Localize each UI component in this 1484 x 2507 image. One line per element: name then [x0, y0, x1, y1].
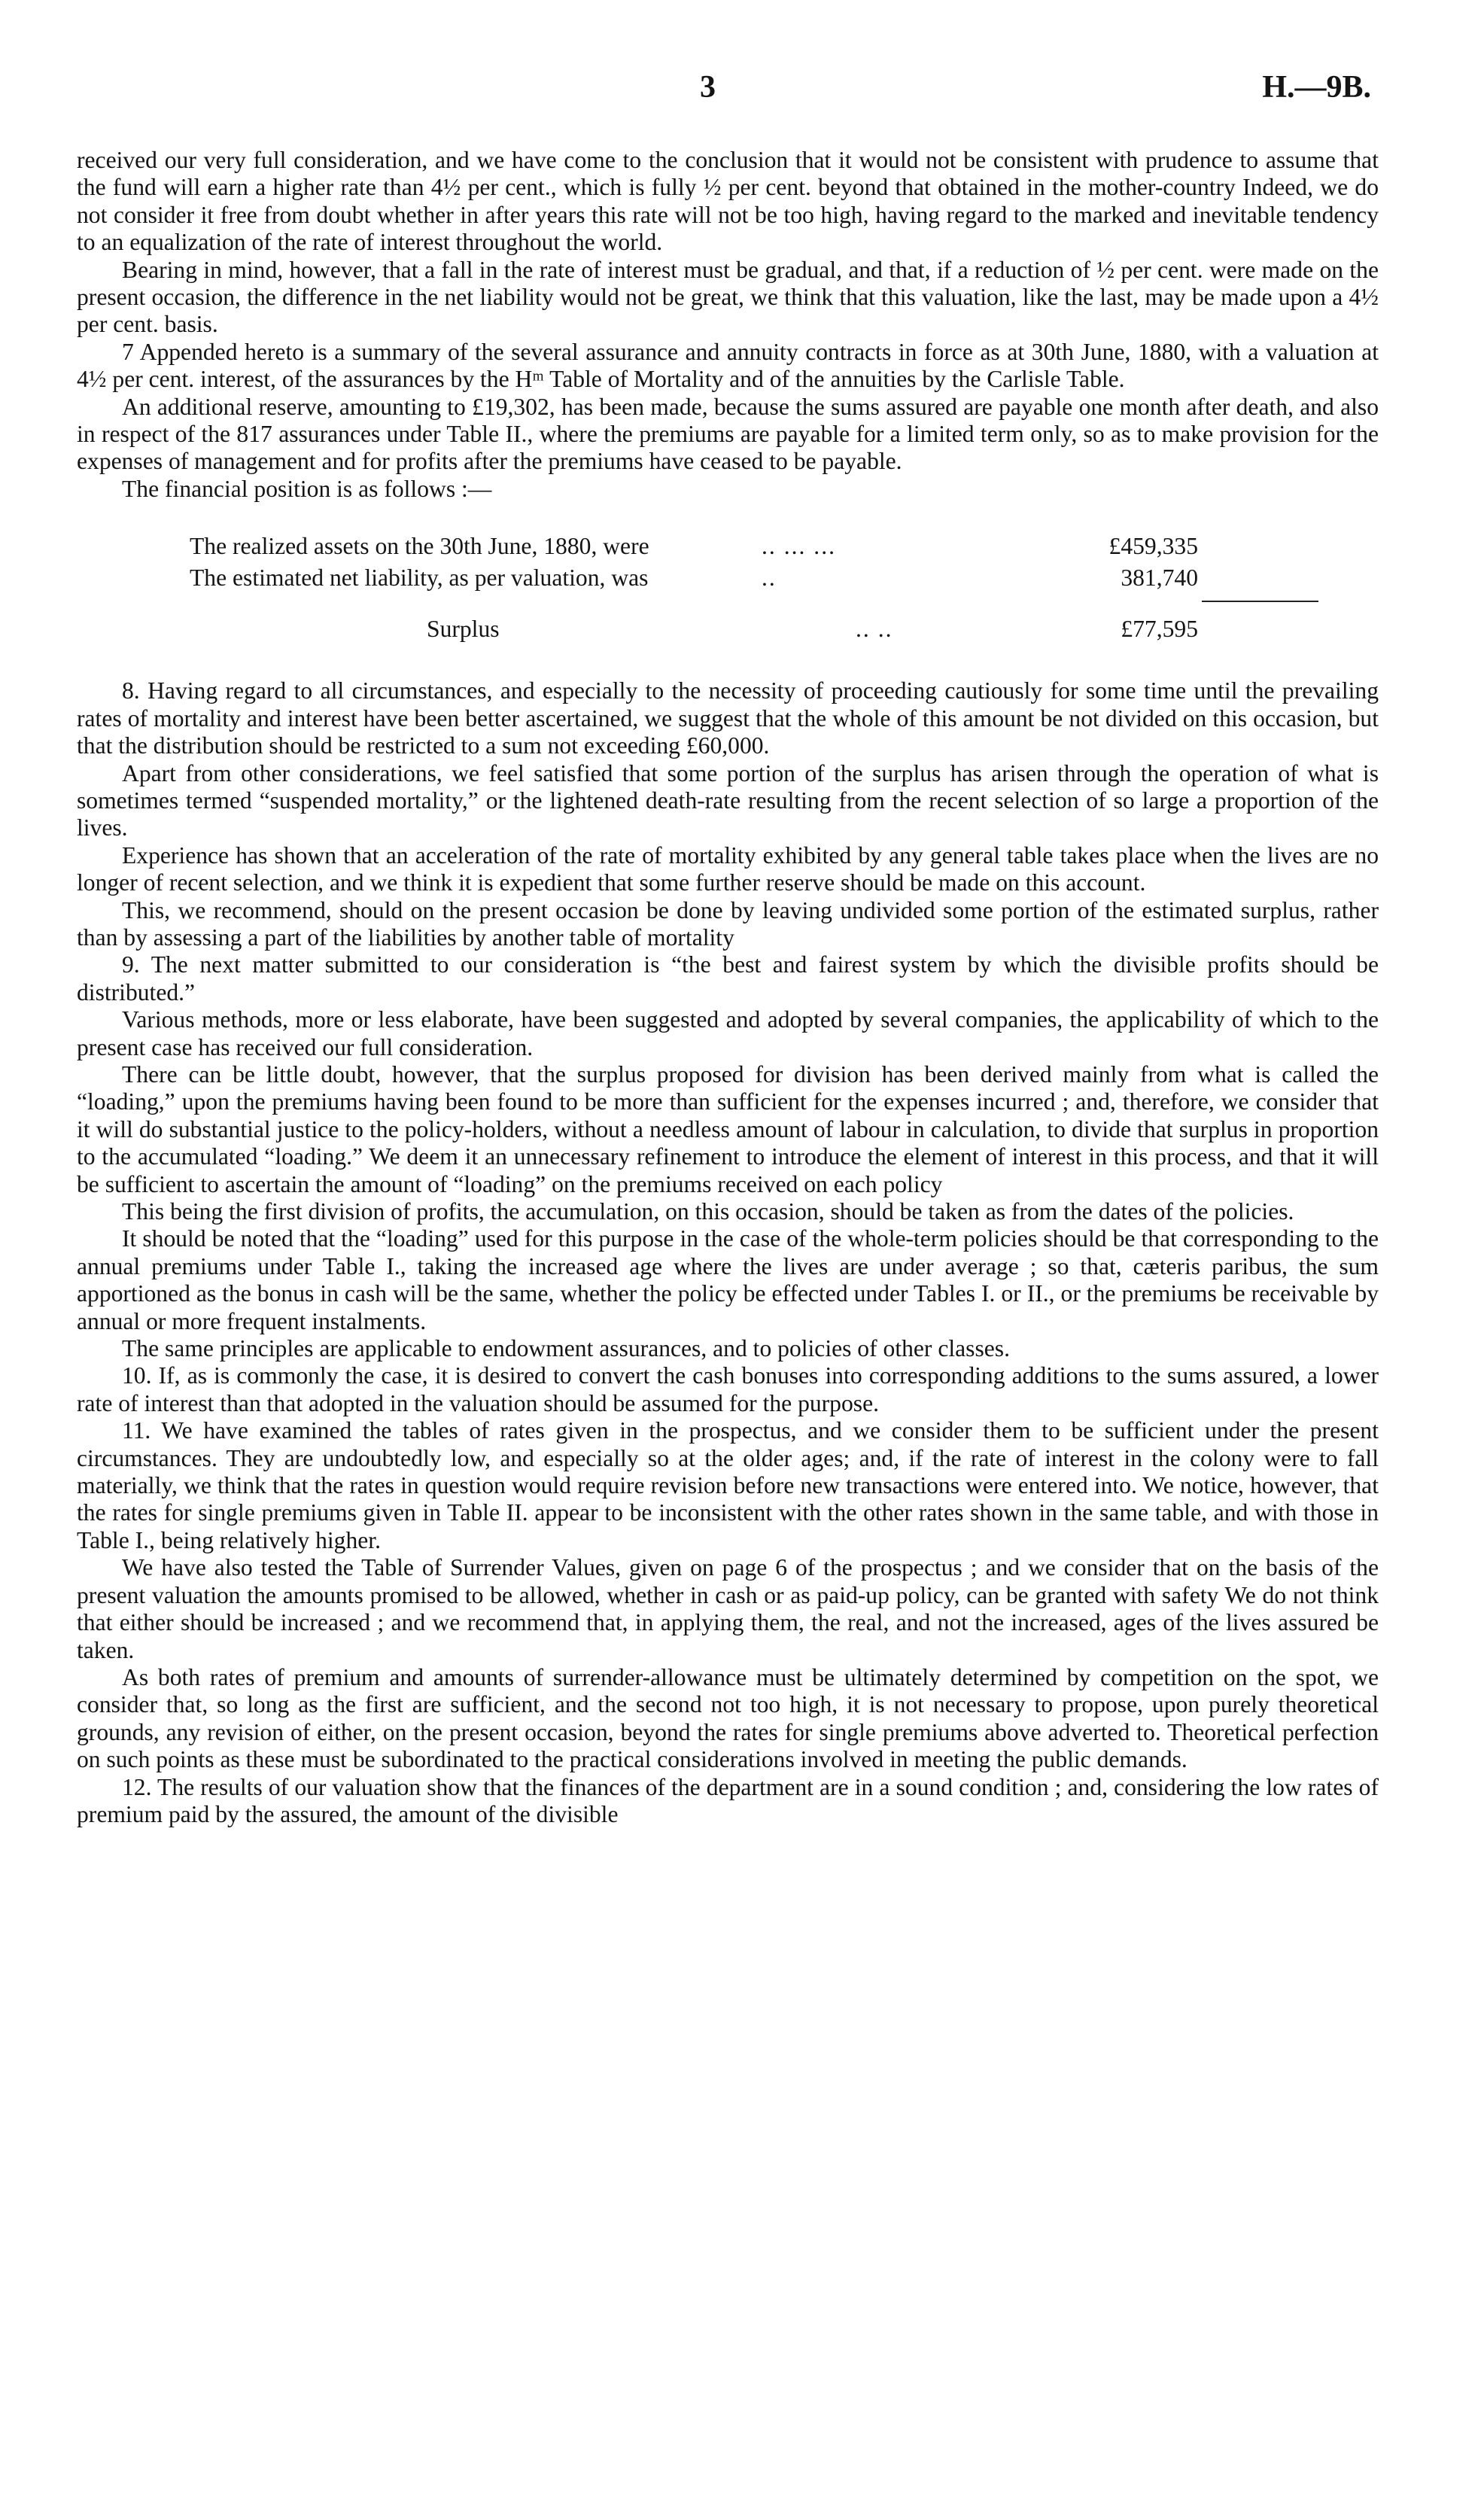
assets-label: The realized assets on the 30th June, 1880, were — [190, 533, 649, 560]
leader-dots: .. .. — [856, 616, 893, 643]
surplus-row — [77, 616, 1379, 647]
paragraph: Experience has shown that an acceleration of the rate of mortality exhibited by any general table takes place when the lives are no longer of recent selection, and we think it is expedient that some further reserve should be made on this account. — [77, 841, 1379, 896]
document-reference: H.—9B. — [1262, 70, 1371, 105]
paragraphs-before — [77, 147, 1379, 503]
page-number: 3 — [700, 70, 716, 105]
leader-dots: .. ... ... — [762, 533, 836, 560]
paragraph: received our very full consideration, and we have come to the conclusion that it would not be consistent with prudence to assume that the fund will earn a higher rate than 4½ per cent., which is fully ½ per cent. beyond that obtained in the mother-country Indeed, we do not consider it free from doubt whether in after years this rate will not be too high, having regard to the marked and inevitable tendency to an equalization of the rate of interest throughout the world. — [77, 147, 1379, 256]
body-text — [77, 147, 1379, 1828]
paragraph: As both rates of premium and amounts of surrender-allowance must be ultimately determined by competition on the spot, we consider that, so long as the first are sufficient, and the second not too high, it is not necessary to propose, upon purely theoretical grounds, any revision of either, on the present occasion, beyond the rates for single premiums above adverted to. Theoretical perfection on such points as these must be subordinated to the practical considerations involved in meeting the public demands. — [77, 1663, 1379, 1773]
surplus-label: Surplus — [427, 616, 500, 643]
paragraph: Apart from other considerations, we feel satisfied that some portion of the surplus has arisen through the operation of what is sometimes termed “suspended mortality,” or the lightened death-rate resulting from the recent selection of so large a proportion of the lives. — [77, 759, 1379, 841]
liability-value: 381,740 — [1121, 564, 1198, 592]
paragraph: 7 Appended hereto is a summary of the several assurance and annuity contracts in force as at 30th June, 1880, with a valuation at 4½ per cent. interest, of the assurances by the Hᵐ Table of Mortality and of the annuities by the Carlisle Table. — [77, 338, 1379, 393]
page-header — [0, 69, 1484, 114]
leader-dots: .. — [762, 564, 777, 592]
liability-row — [77, 564, 1379, 596]
financial-position-table — [77, 533, 1379, 647]
paragraph: We have also tested the Table of Surrender Values, given on page 6 of the prospectus ; and we consider that on the basis of the present valuation the amounts promised to be allowed, whether in cash or as paid-up policy, can be granted with safety We do not think that either should be increased ; and we recommend that, in applying them, the real, and not the increased, ages of the lives assured be taken. — [77, 1554, 1379, 1663]
sum-rule — [1202, 601, 1318, 602]
paragraph: Various methods, more or less elaborate, have been suggested and adopted by several companies, the applicability of which to the present case has received our full consideration. — [77, 1006, 1379, 1060]
paragraph: The same principles are applicable to endowment assurances, and to policies of other classes. — [122, 1335, 1010, 1362]
paragraph: 9. The next matter submitted to our consideration is “the best and fairest system by which the divisible profits should be distributed.” — [77, 951, 1379, 1006]
paragraph: Bearing in mind, however, that a fall in the rate of interest must be gradual, and that, if a reduction of ½ per cent. were made on the present occasion, the difference in the net liability would not be great, we think that this valuation, like the last, may be made upon a 4½ per cent. basis. — [77, 256, 1379, 338]
paragraph: The financial position is as follows :— — [122, 475, 492, 502]
paragraphs-after — [77, 677, 1379, 1828]
surplus-value: £77,595 — [1121, 616, 1198, 643]
paragraph: 10. If, as is commonly the case, it is desired to convert the cash bonuses into corresponding additions to the sums assured, a lower rate of interest than that adopted in the valuation should be assumed for the purpose. — [77, 1362, 1379, 1416]
paragraph: There can be little doubt, however, that the surplus proposed for division has been derived mainly from what is called the “loading,” upon the premiums having been found to be more than sufficient for the expenses incurred ; and, therefore, we consider that it will do substantial justice to the policy-holders, without a needless amount of labour in calculation, to divide that surplus in proportion to the accumulated “loading.” We deem it an unnecessary refinement to introduce the element of interest in this process, and that it will be sufficient to ascertain the amount of “loading” on the premiums received on each policy — [77, 1060, 1379, 1197]
paragraph: An additional reserve, amounting to £19,302, has been made, because the sums assured are payable one month after death, and also in respect of the 817 assurances under Table II., where the premiums are payable for a limited term only, so as to make provision for the expenses of management and for profits after the premiums have ceased to be payable. — [77, 393, 1379, 475]
paragraph: 11. We have examined the tables of rates given in the prospectus, and we consider them to be sufficient under the present circumstances. They are undoubtedly low, and especially so at the older ages; and, if the rate of interest in the colony were to fall materially, we think that the rates in question would require revision before new transactions were entered into. We notice, however, that the rates for single premiums given in Table II. appear to be inconsistent with the other rates shown in the same table, and with those in Table I., being relatively higher. — [77, 1417, 1379, 1553]
liability-label: The estimated net liability, as per valuation, was — [190, 564, 649, 592]
paragraph: 12. The results of our valuation show that the finances of the department are in a sound condition ; and, considering the low rates of premium paid by the assured, the amount of the divisible — [77, 1773, 1379, 1827]
paragraph: This, we recommend, should on the present occasion be done by leaving undivided some portion of the estimated surplus, rather than by assessing a part of the liabilities by another table of mortality — [77, 896, 1379, 951]
assets-value: £459,335 — [1108, 533, 1198, 560]
paragraph: 8. Having regard to all circumstances, and especially to the necessity of proceeding cautiously for some time until the prevailing rates of mortality and interest have been better ascertained, we suggest that the whole of this amount be not divided on this occasion, but that the distribution should be restricted to a sum not exceeding £60,000. — [77, 677, 1379, 759]
assets-row — [77, 533, 1379, 564]
paragraph: This being the first division of profits, the accumulation, on this occasion, should be taken as from the dates of the policies. — [122, 1198, 1294, 1225]
paragraph: It should be noted that the “loading” used for this purpose in the case of the whole-term policies should be that corresponding to the annual premiums under Table I., taking the increased age where the lives are under average ; so that, cæteris paribus, the sum apportioned as the bonus in cash will be the same, whether the policy be effected under Tables I. or II., or the premiums be receivable by annual or more frequent instalments. — [77, 1225, 1379, 1334]
